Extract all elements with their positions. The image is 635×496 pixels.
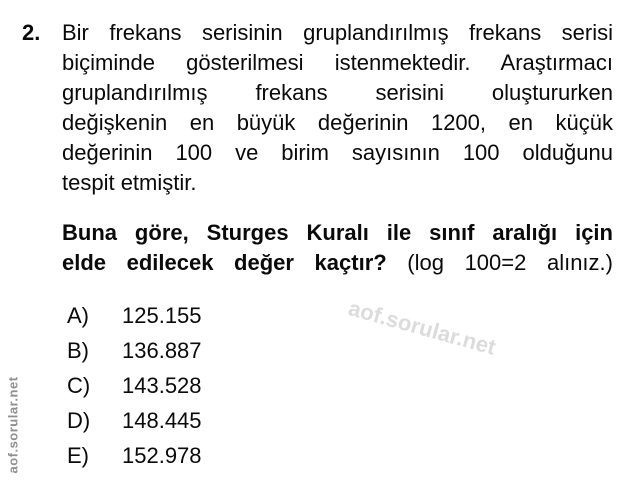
question-body-line: tespit etmiştir. [62,170,197,195]
prompt-bold-text: elde edilecek değer kaçtır? [62,250,387,275]
question-body-line: değerinin 100 ve birim sayısının 100 olduğunu [62,140,613,165]
option-value: 152.978 [122,443,202,468]
option-b [67,333,202,368]
option-label: C) [67,373,91,398]
option-label: B) [67,338,89,363]
question-number: 2. [22,20,41,45]
option-label: D) [67,408,91,433]
question-body-line: Bir frekans serisinin gruplandırılmış frekans serisi [62,20,613,45]
option-value: 136.887 [122,338,202,363]
option-a [67,298,202,333]
options-list [67,298,202,473]
watermark-diagonal: aof.sorular.net [345,295,499,360]
option-c [67,368,202,403]
prompt-note-text: (log 100=2 alınız.) [386,250,613,275]
option-label: E) [67,443,89,468]
option-value: 148.445 [122,408,202,433]
question-body [62,18,613,198]
question-prompt-line: Buna göre, Sturges Kuralı ile sınıf aralığı için [62,220,613,245]
question-body-line: değişkenin en büyük değerinin 1200, en küçük [62,110,613,135]
watermark-left-vertical: aof.sorular.net [5,376,21,474]
question-body-line: gruplandırılmış frekans serisini oluştururken [62,80,613,105]
option-value: 143.528 [122,373,202,398]
question-body-line: biçiminde gösterilmesi istenmektedir. Araştırmacı [62,50,613,75]
question-prompt-line [62,248,613,278]
option-d [67,403,202,438]
option-label: A) [67,303,89,328]
option-value: 125.155 [122,303,202,328]
option-e [67,438,202,473]
question-prompt [62,218,613,278]
